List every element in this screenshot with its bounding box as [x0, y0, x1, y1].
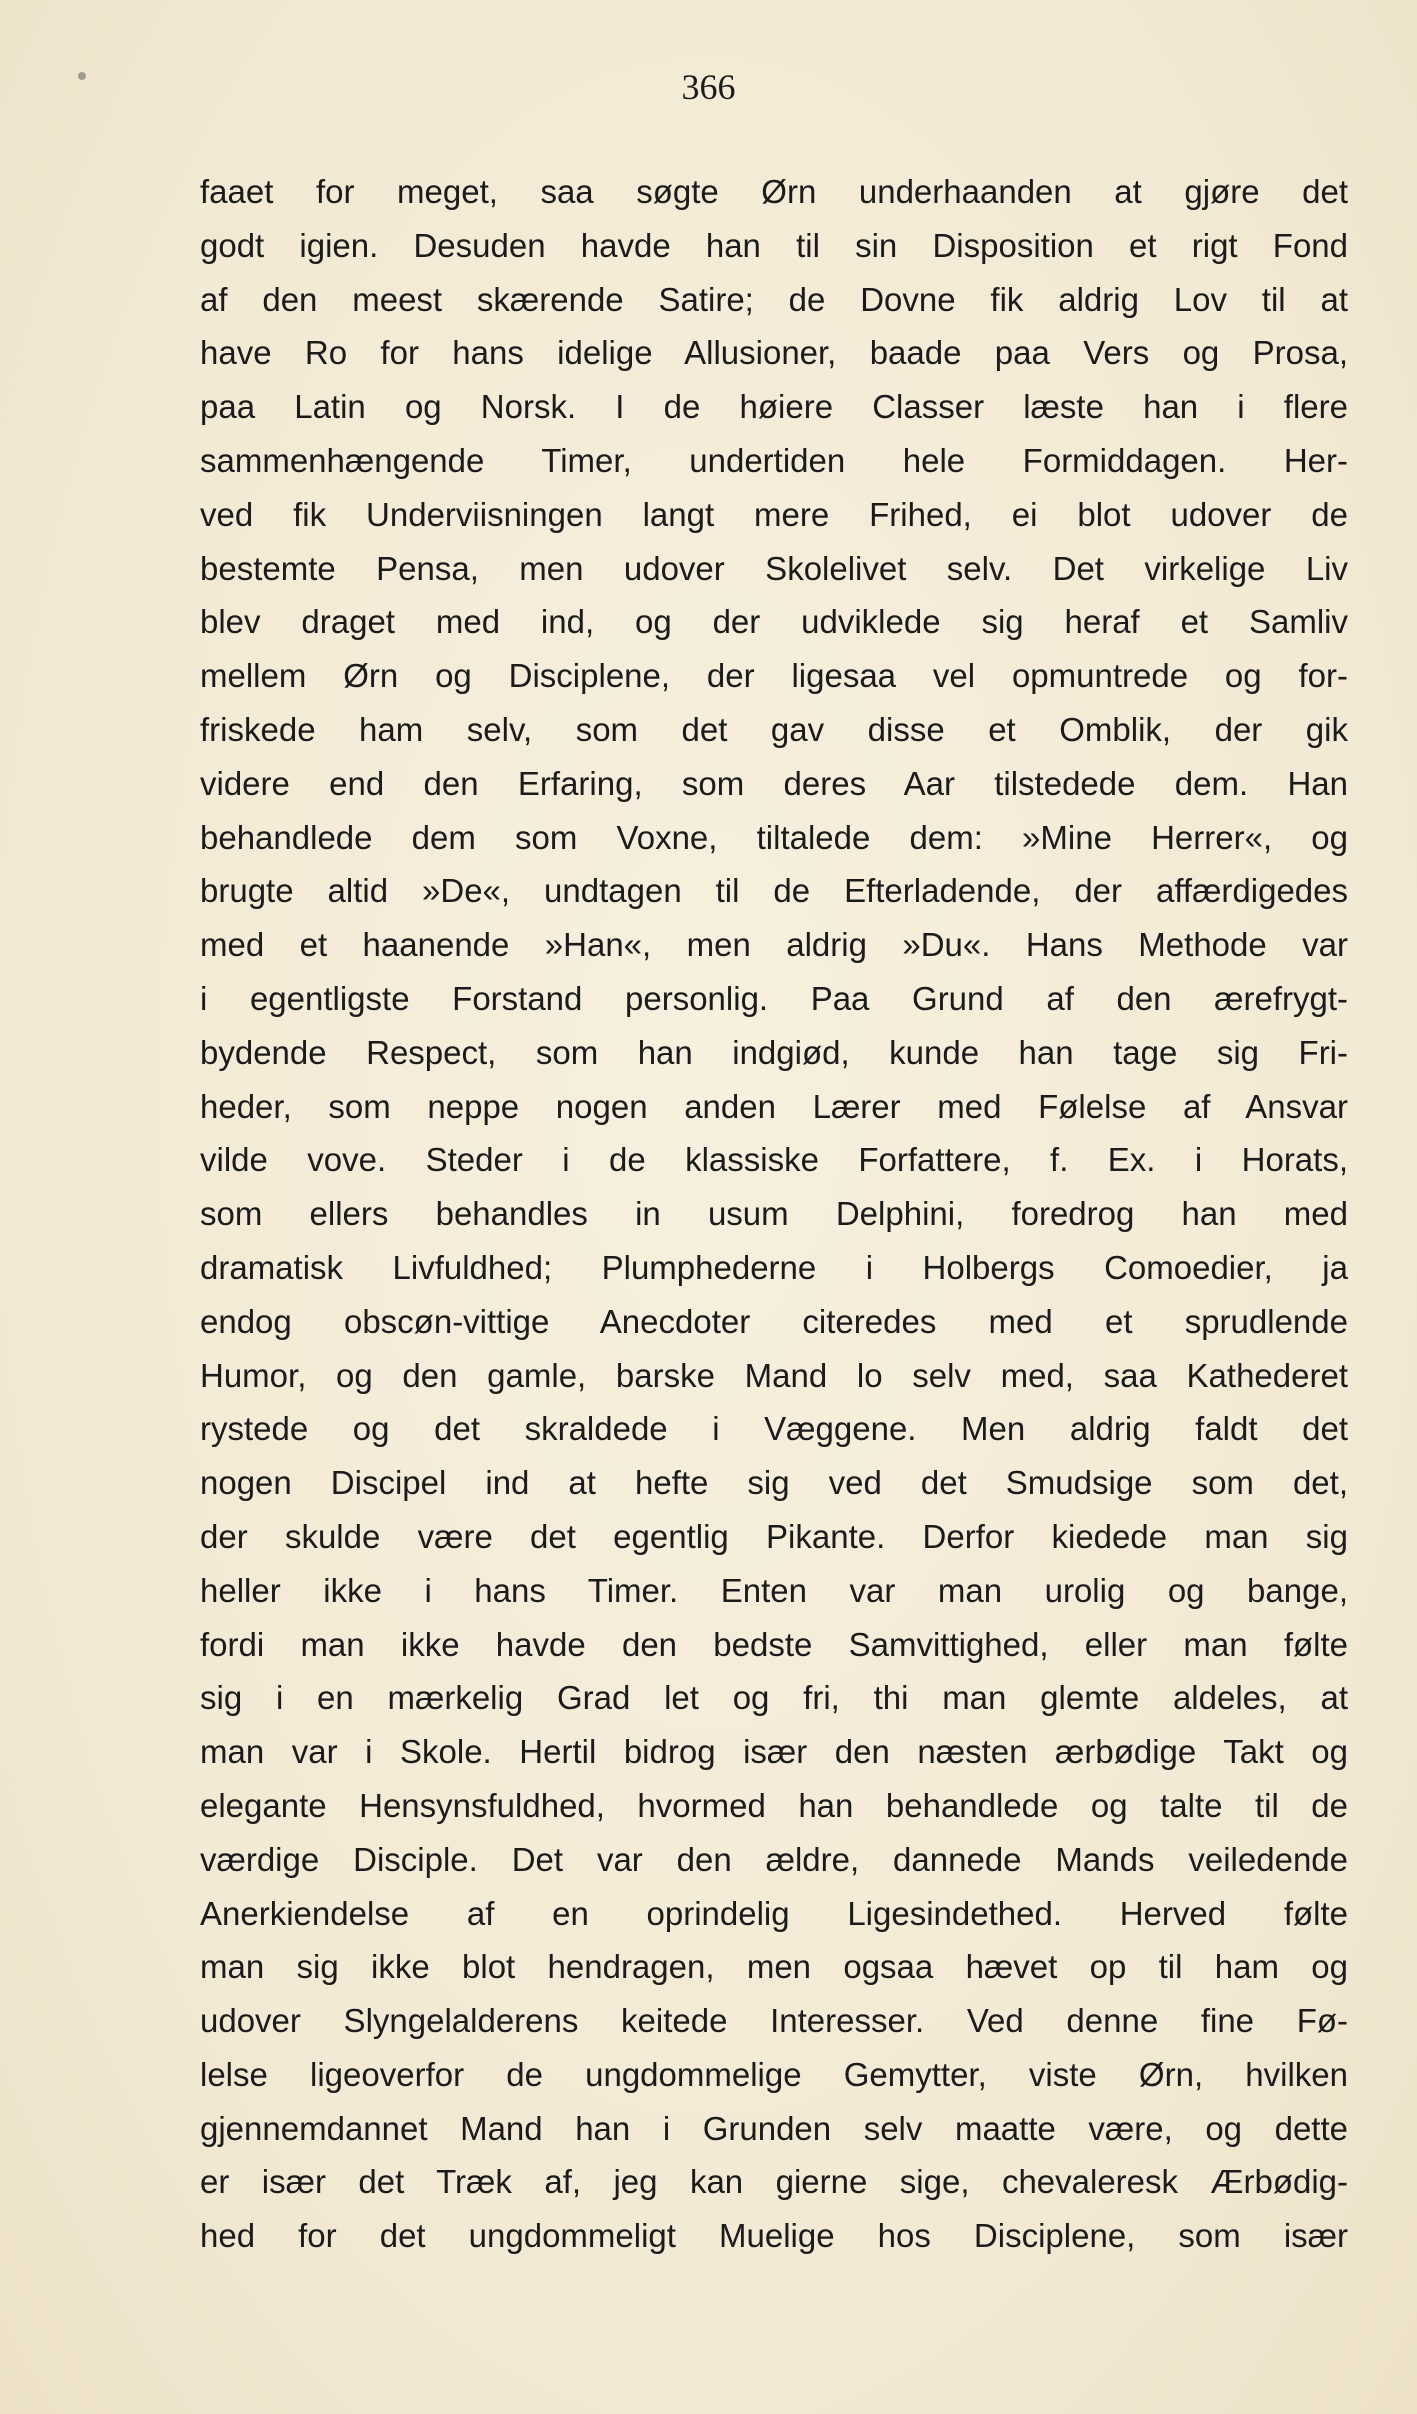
text-line: ved fik Underviisningen langt mere Frihed, ei blot udover de	[200, 495, 1348, 533]
text-line: der skulde være det egentlig Pikante. Derfor kiedede man sig	[200, 1517, 1348, 1555]
page-number: 366	[681, 67, 736, 107]
text-line: friskede ham selv, som det gav disse et Omblik, der gik	[200, 710, 1348, 748]
text-line: bydende Respect, som han indgiød, kunde han tage sig Fri-	[200, 1033, 1348, 1071]
text-line: behandlede dem som Voxne, tiltalede dem: »Mine Herrer«, og	[200, 818, 1348, 856]
text-line: rystede og det skraldede i Væggene. Men aldrig faldt det	[200, 1410, 1348, 1448]
text-line: bestemte Pensa, men udover Skolelivet selv. Det virkelige Liv	[200, 549, 1348, 587]
text-line: elegante Hensynsfuldhed, hvormed han behandlede og talte til de	[200, 1786, 1348, 1824]
text-line: man sig ikke blot hendragen, men ogsaa hævet op til ham og	[200, 1948, 1348, 1986]
text-line: i egentligste Forstand personlig. Paa Grund af den ærefrygt-	[200, 979, 1348, 1017]
text-line: heder, som neppe nogen anden Lærer med Følelse af Ansvar	[200, 1087, 1348, 1125]
text-line: Humor, og den gamle, barske Mand lo selv med, saa Kathederet	[200, 1356, 1348, 1394]
text-line: endog obscøn-vittige Anecdoter citeredes med et sprudlende	[200, 1302, 1348, 1340]
text-line: Anerkiendelse af en oprindelig Ligesindethed. Herved følte	[200, 1894, 1348, 1932]
text-line: sammenhængende Timer, undertiden hele Formiddagen. Her-	[200, 441, 1348, 479]
text-line: paa Latin og Norsk. I de høiere Classer læste han i flere	[200, 388, 1348, 426]
text-line: er især det Træk af, jeg kan gierne sige, chevaleresk Ærbødig-	[200, 2163, 1348, 2201]
text-line: dramatisk Livfuldhed; Plumphederne i Holbergs Comoedier, ja	[200, 1248, 1348, 1286]
text-line: have Ro for hans idelige Allusioner, baade paa Vers og Prosa,	[200, 334, 1348, 372]
text-line: faaet for meget, saa søgte Ørn underhaanden at gjøre det	[200, 173, 1348, 210]
text-line: sig i en mærkelig Grad let og fri, thi man glemte aldeles, at	[200, 1679, 1348, 1717]
text-line: man var i Skole. Hertil bidrog især den næsten ærbødige Takt og	[200, 1733, 1348, 1771]
text-line: blev draget med ind, og der udviklede sig heraf et Samliv	[200, 603, 1348, 641]
text-line: hed for det ungdommeligt Muelige hos Disciplene, som især	[200, 2217, 1348, 2255]
text-line: godt igien. Desuden havde han til sin Disposition et rigt Fond	[200, 226, 1348, 264]
text-line: lelse ligeoverfor de ungdommelige Gemytter, viste Ørn, hvilken	[200, 2055, 1348, 2093]
text-line: vilde vove. Steder i de klassiske Forfattere, f. Ex. i Horats,	[200, 1141, 1348, 1179]
text-line: nogen Discipel ind at hefte sig ved det Smudsige som det,	[200, 1464, 1348, 1502]
text-line: udover Slyngelalderens keitede Interesser. Ved denne fine Fø-	[200, 2002, 1348, 2040]
text-line: værdige Disciple. Det var den ældre, dannede Mands veiledende	[200, 1840, 1348, 1878]
text-line: fordi man ikke havde den bedste Samvittighed, eller man følte	[200, 1625, 1348, 1663]
text-line: brugte altid »De«, undtagen til de Efterladende, der affærdigedes	[200, 872, 1348, 910]
text-line: videre end den Erfaring, som deres Aar tilstedede dem. Han	[200, 764, 1348, 802]
text-line: som ellers behandles in usum Delphini, foredrog han med	[200, 1195, 1348, 1233]
text-line: gjennemdannet Mand han i Grunden selv maatte være, og dette	[200, 2109, 1348, 2147]
text-line: mellem Ørn og Disciplene, der ligesaa vel opmuntrede og for-	[200, 657, 1348, 695]
text-line: af den meest skærende Satire; de Dovne fik aldrig Lov til at	[200, 280, 1348, 318]
body-text	[200, 165, 1348, 2263]
text-line: med et haanende »Han«, men aldrig »Du«. Hans Methode var	[200, 926, 1348, 964]
text-line: heller ikke i hans Timer. Enten var man urolig og bange,	[200, 1571, 1348, 1609]
